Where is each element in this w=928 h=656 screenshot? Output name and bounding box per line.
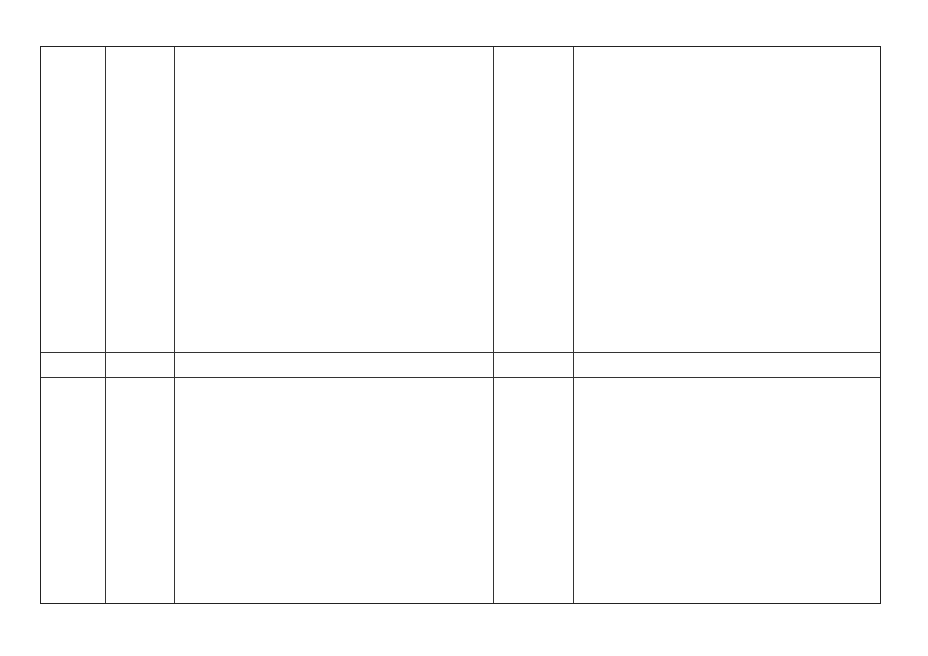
column-divider [105,47,106,603]
minutes-table [40,46,881,604]
row-divider [41,352,880,353]
column-divider [174,47,175,603]
column-divider [573,47,574,603]
row-divider [41,377,880,378]
column-divider [493,47,494,603]
